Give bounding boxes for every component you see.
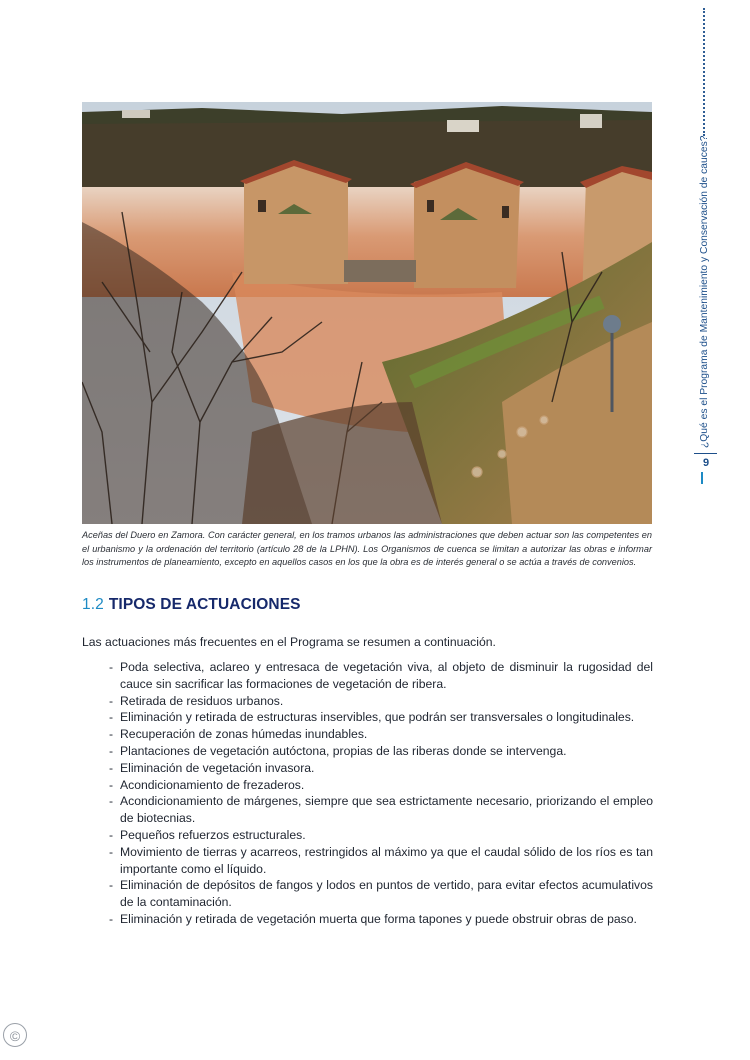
list-item: - Eliminación de depósitos de fangos y lodos en puntos de vertido, para evitar efectos acumulativos de la contaminación.: [109, 877, 653, 911]
photo-acenas-del-duero: [82, 102, 652, 524]
list-item: - Pequeños refuerzos estructurales.: [109, 827, 653, 844]
list-item: - Plantaciones de vegetación autóctona, propias de las riberas donde se intervenga.: [109, 743, 653, 760]
figure-caption: Aceñas del Duero en Zamora. Con carácter general, en los tramos urbanos las administraciones que deben actuar son las competentes en el urbanismo y la ordenación del territorio (artículo 28 de la LPHN). Los Organismos de cuenca se limitan a autorizar las obras e informar los instrumentos de planeamiento, excepto en aquellos casos en los que la obra es de interés general o se actúa a través de convenios.: [82, 530, 652, 568]
page-number-accent: [701, 472, 703, 484]
mill-middle: [410, 162, 524, 288]
mill-left: [240, 160, 352, 284]
list-item: - Poda selectiva, aclareo y entresaca de vegetación viva, al objeto de disminuir la rugosidad del cauce sin sacrificar las formaciones de vegetación de ribera.: [109, 659, 653, 693]
sidebar-dotted-rule: [703, 8, 705, 136]
list-item: - Acondicionamiento de frezaderos.: [109, 777, 653, 794]
actions-list: [109, 659, 653, 928]
list-item: - Movimiento de tierras y acarreos, restringidos al máximo ya que el caudal sólido de los ríos es tan importante como el líquido.: [109, 844, 653, 878]
list-item: - Acondicionamiento de márgenes, siempre que sea estrictamente necesario, priorizando el empleo de biotecnias.: [109, 793, 653, 827]
running-title: ¿Qué es el Programa de Mantenimiento y Conservación de cauces?: [699, 135, 710, 448]
list-item: - Recuperación de zonas húmedas inundables.: [109, 726, 653, 743]
page-number-rule: [694, 453, 717, 454]
section-number: 1.2: [82, 596, 104, 613]
list-item: - Retirada de residuos urbanos.: [109, 693, 653, 710]
section-title: TIPOS DE ACTUACIONES: [108, 596, 301, 613]
section-heading: [82, 596, 652, 614]
list-item: - Eliminación y retirada de estructuras inservibles, que podrán ser transversales o longitudinales.: [109, 709, 653, 726]
page-number: 9: [702, 457, 710, 469]
list-item: - Eliminación y retirada de vegetación muerta que forma tapones y puede obstruir obras de paso.: [109, 911, 653, 928]
list-item: - Eliminación de vegetación invasora.: [109, 760, 653, 777]
copyright-icon: ©: [3, 1023, 27, 1047]
section-intro: Las actuaciones más frecuentes en el Programa se resumen a continuación.: [82, 635, 496, 649]
river-mills-illustration: [82, 102, 652, 524]
